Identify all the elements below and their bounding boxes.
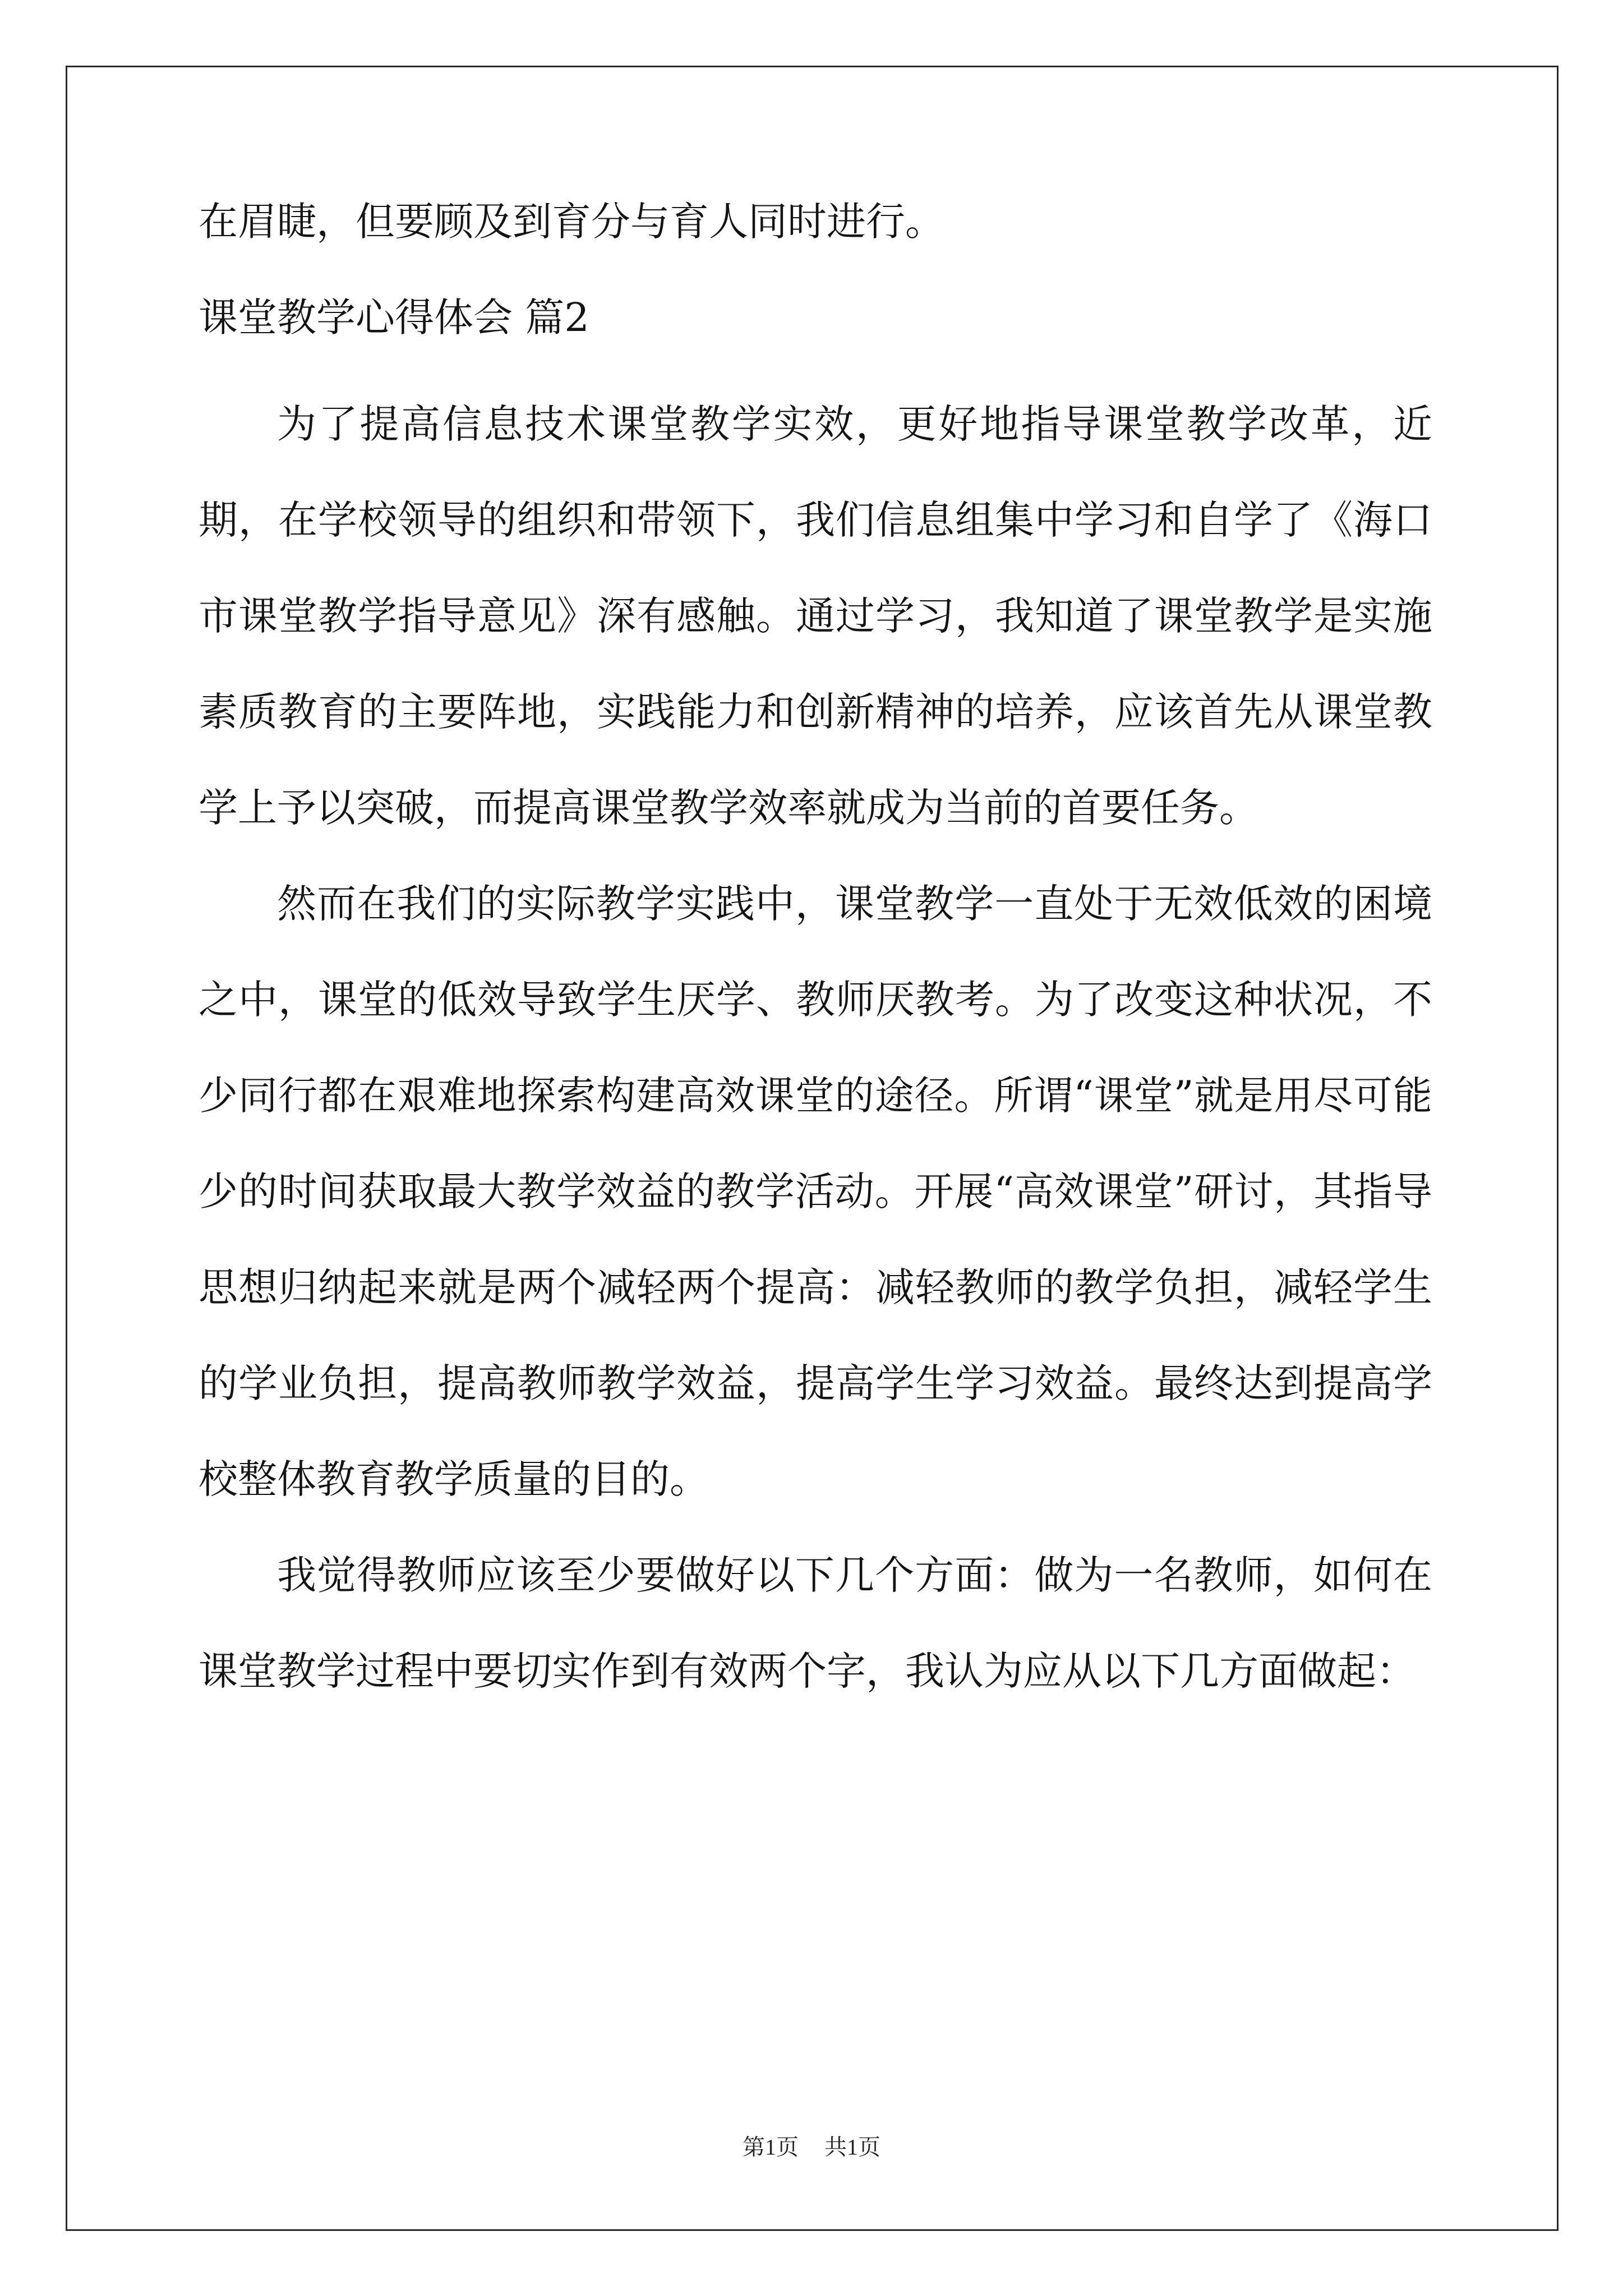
paragraph-list bbox=[199, 376, 1432, 1719]
paragraph-3: 我觉得教师应该至少要做好以下几个方面：做为一名教师，如何在课堂教学过程中要切实作到有效两个字，我认为应从以下几方面做起： bbox=[199, 1552, 1432, 1694]
page-footer bbox=[0, 2136, 1623, 2159]
paragraph-1: 为了提高信息技术课堂教学实效，更好地指导课堂教学改革，近期，在学校领导的组织和带领下，我们信息组集中学习和自学了《海口市课堂教学指导意见》深有感触。通过学习，我知道了课堂教学是实施素质教育的主要阵地，实践能力和创新精神的培养，应该首先从课堂教学上予以突破，而提高课堂教学效率就成为当前的首要任务。 bbox=[199, 401, 1432, 831]
document-body bbox=[199, 199, 1432, 1719]
paragraph-2: 然而在我们的实际教学实践中，课堂教学一直处于无效低效的困境之中，课堂的低效导致学生厌学、教师厌教考。为了改变这种状况，不少同行都在艰难地探索构建高效课堂的途径。所谓“课堂”就是用尽可能少的时间获取最大教学效益的教学活动。开展“高效课堂”研讨，其指导思想归纳起来就是两个减轻两个提高：减轻教师的教学负担，减轻学生的学业负担，提高教师教学效益，提高学生学习效益。最终达到提高学校整体教育教学质量的目的。 bbox=[199, 881, 1432, 1502]
page-total: 共1页 bbox=[824, 2134, 880, 2160]
section-heading: 课堂教学心得体会 篇2 bbox=[199, 295, 589, 341]
page-number: 第1页 bbox=[743, 2134, 799, 2160]
lead-line: 在眉睫，但要顾及到育分与育人同时进行。 bbox=[199, 199, 944, 245]
